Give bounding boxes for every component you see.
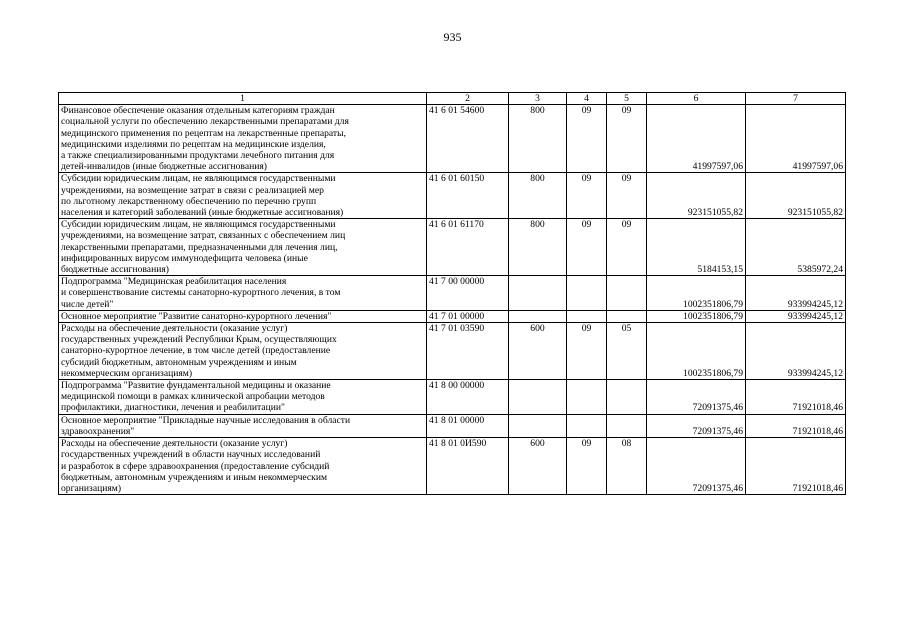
row-column3-cell: 600	[509, 323, 567, 380]
row-column3-cell	[509, 380, 567, 415]
row-amount-col6-cell: 5184153,15	[647, 219, 746, 276]
row-amount-col6-cell: 72091375,46	[647, 380, 746, 415]
budget-table	[58, 92, 846, 495]
page-number: 935	[443, 30, 462, 44]
column-header: 4	[567, 93, 607, 105]
row-column4-cell: 09	[567, 438, 607, 495]
row-amount-col6-cell: 1002351806,79	[647, 276, 746, 311]
row-column5-cell: 09	[607, 105, 647, 173]
row-column4-cell: 09	[567, 219, 607, 276]
row-code-cell: 41 8 01 0И590	[427, 438, 509, 495]
row-amount-col7-cell: 933994245,12	[746, 323, 846, 380]
row-column5-cell: 09	[607, 173, 647, 219]
row-column4-cell	[567, 380, 607, 415]
row-name-cell: Подпрограмма "Развитие фундаментальной медицины и оказание медицинской помощи в рамках клинической апробации методов профилактики, диагностики, лечения и реабилитации"	[59, 380, 427, 415]
row-code-cell: 41 7 00 00000	[427, 276, 509, 311]
row-column4-cell	[567, 276, 607, 311]
row-column3-cell: 800	[509, 173, 567, 219]
table-row	[59, 323, 846, 380]
row-amount-col7-cell: 933994245,12	[746, 310, 846, 322]
row-code-cell: 41 6 01 60150	[427, 173, 509, 219]
row-column5-cell: 08	[607, 438, 647, 495]
row-name-cell: Расходы на обеспечение деятельности (оказание услуг) государственных учреждений Республики Крым, осуществляющих санаторно-курортное лечение, в том числе детей (предоставление субсидий бюджетным, автономным учреждениям и иным некоммерческим организациям)	[59, 323, 427, 380]
row-amount-col7-cell: 5385972,24	[746, 219, 846, 276]
table-row	[59, 380, 846, 415]
row-column4-cell: 09	[567, 173, 607, 219]
row-code-cell: 41 7 01 00000	[427, 310, 509, 322]
row-code-cell: 41 6 01 61170	[427, 219, 509, 276]
table-row	[59, 219, 846, 276]
row-column3-cell	[509, 414, 567, 437]
row-name-cell: Субсидии юридическим лицам, не являющимся государственными учреждениями, на возмещение затрат в связи с реализацией мер по льготному лекарственному обеспечению по перечню групп населения и категорий заболеваний (иные бюджетные ассигнования)	[59, 173, 427, 219]
row-name-cell: Основное мероприятие "Развитие санаторно-курортного лечения"	[59, 310, 427, 322]
header-row	[59, 93, 846, 105]
table-row	[59, 438, 846, 495]
row-amount-col6-cell: 1002351806,79	[647, 310, 746, 322]
row-column4-cell	[567, 310, 607, 322]
row-column5-cell: 09	[607, 219, 647, 276]
row-amount-col7-cell: 41997597,06	[746, 105, 846, 173]
row-name-cell: Подпрограмма "Медицинская реабилитация населения и совершенствование системы санаторно-курортного лечения, в том числе детей"	[59, 276, 427, 311]
row-amount-col7-cell: 71921018,46	[746, 380, 846, 415]
table-row	[59, 105, 846, 173]
row-column3-cell: 800	[509, 105, 567, 173]
table-row	[59, 276, 846, 311]
row-code-cell: 41 8 00 00000	[427, 380, 509, 415]
row-column3-cell	[509, 310, 567, 322]
row-name-cell: Основное мероприятие "Прикладные научные исследования в области здравоохранения"	[59, 414, 427, 437]
row-column5-cell	[607, 380, 647, 415]
row-column5-cell	[607, 310, 647, 322]
row-name-cell: Расходы на обеспечение деятельности (оказание услуг) государственных учреждений в области научных исследований и разработок в сфере здравоохранения (предоставление субсидий бюджетным, автономным учреждениям и иным некоммерческим организациям)	[59, 438, 427, 495]
row-column5-cell: 05	[607, 323, 647, 380]
row-column4-cell	[567, 414, 607, 437]
column-header: 3	[509, 93, 567, 105]
row-column4-cell: 09	[567, 323, 607, 380]
column-header: 6	[647, 93, 746, 105]
row-amount-col7-cell: 923151055,82	[746, 173, 846, 219]
row-column4-cell: 09	[567, 105, 607, 173]
row-amount-col6-cell: 72091375,46	[647, 438, 746, 495]
column-header: 7	[746, 93, 846, 105]
row-amount-col6-cell: 1002351806,79	[647, 323, 746, 380]
row-column5-cell	[607, 414, 647, 437]
column-header: 5	[607, 93, 647, 105]
column-header: 1	[59, 93, 427, 105]
row-column5-cell	[607, 276, 647, 311]
row-column3-cell: 800	[509, 219, 567, 276]
row-code-cell: 41 6 01 54600	[427, 105, 509, 173]
row-code-cell: 41 8 01 00000	[427, 414, 509, 437]
column-header: 2	[427, 93, 509, 105]
row-amount-col6-cell: 41997597,06	[647, 105, 746, 173]
row-amount-col7-cell: 71921018,46	[746, 438, 846, 495]
row-column3-cell: 600	[509, 438, 567, 495]
row-amount-col7-cell: 71921018,46	[746, 414, 846, 437]
row-amount-col7-cell: 933994245,12	[746, 276, 846, 311]
row-amount-col6-cell: 72091375,46	[647, 414, 746, 437]
table-row	[59, 310, 846, 322]
row-name-cell: Субсидии юридическим лицам, не являющимся государственными учреждениями, на возмещение затрат, связанных с обеспечением лиц лекарственными препаратами, предназначенными для лечения лиц, инфицированных вирусом иммунодефицита человека (иные бюджетные ассигнования)	[59, 219, 427, 276]
row-column3-cell	[509, 276, 567, 311]
row-name-cell: Финансовое обеспечение оказания отдельным категориям граждан социальной услуги по обеспечению лекарственными препаратами для медицинского применения по рецептам на лекарственные препараты, медицинскими изделиями по рецептам на медицинские изделия, а также специализированными продуктами лечебного питания для детей-инвалидов (иные бюджетные ассигнования)	[59, 105, 427, 173]
row-amount-col6-cell: 923151055,82	[647, 173, 746, 219]
table-row	[59, 414, 846, 437]
table-row	[59, 173, 846, 219]
row-code-cell: 41 7 01 03590	[427, 323, 509, 380]
